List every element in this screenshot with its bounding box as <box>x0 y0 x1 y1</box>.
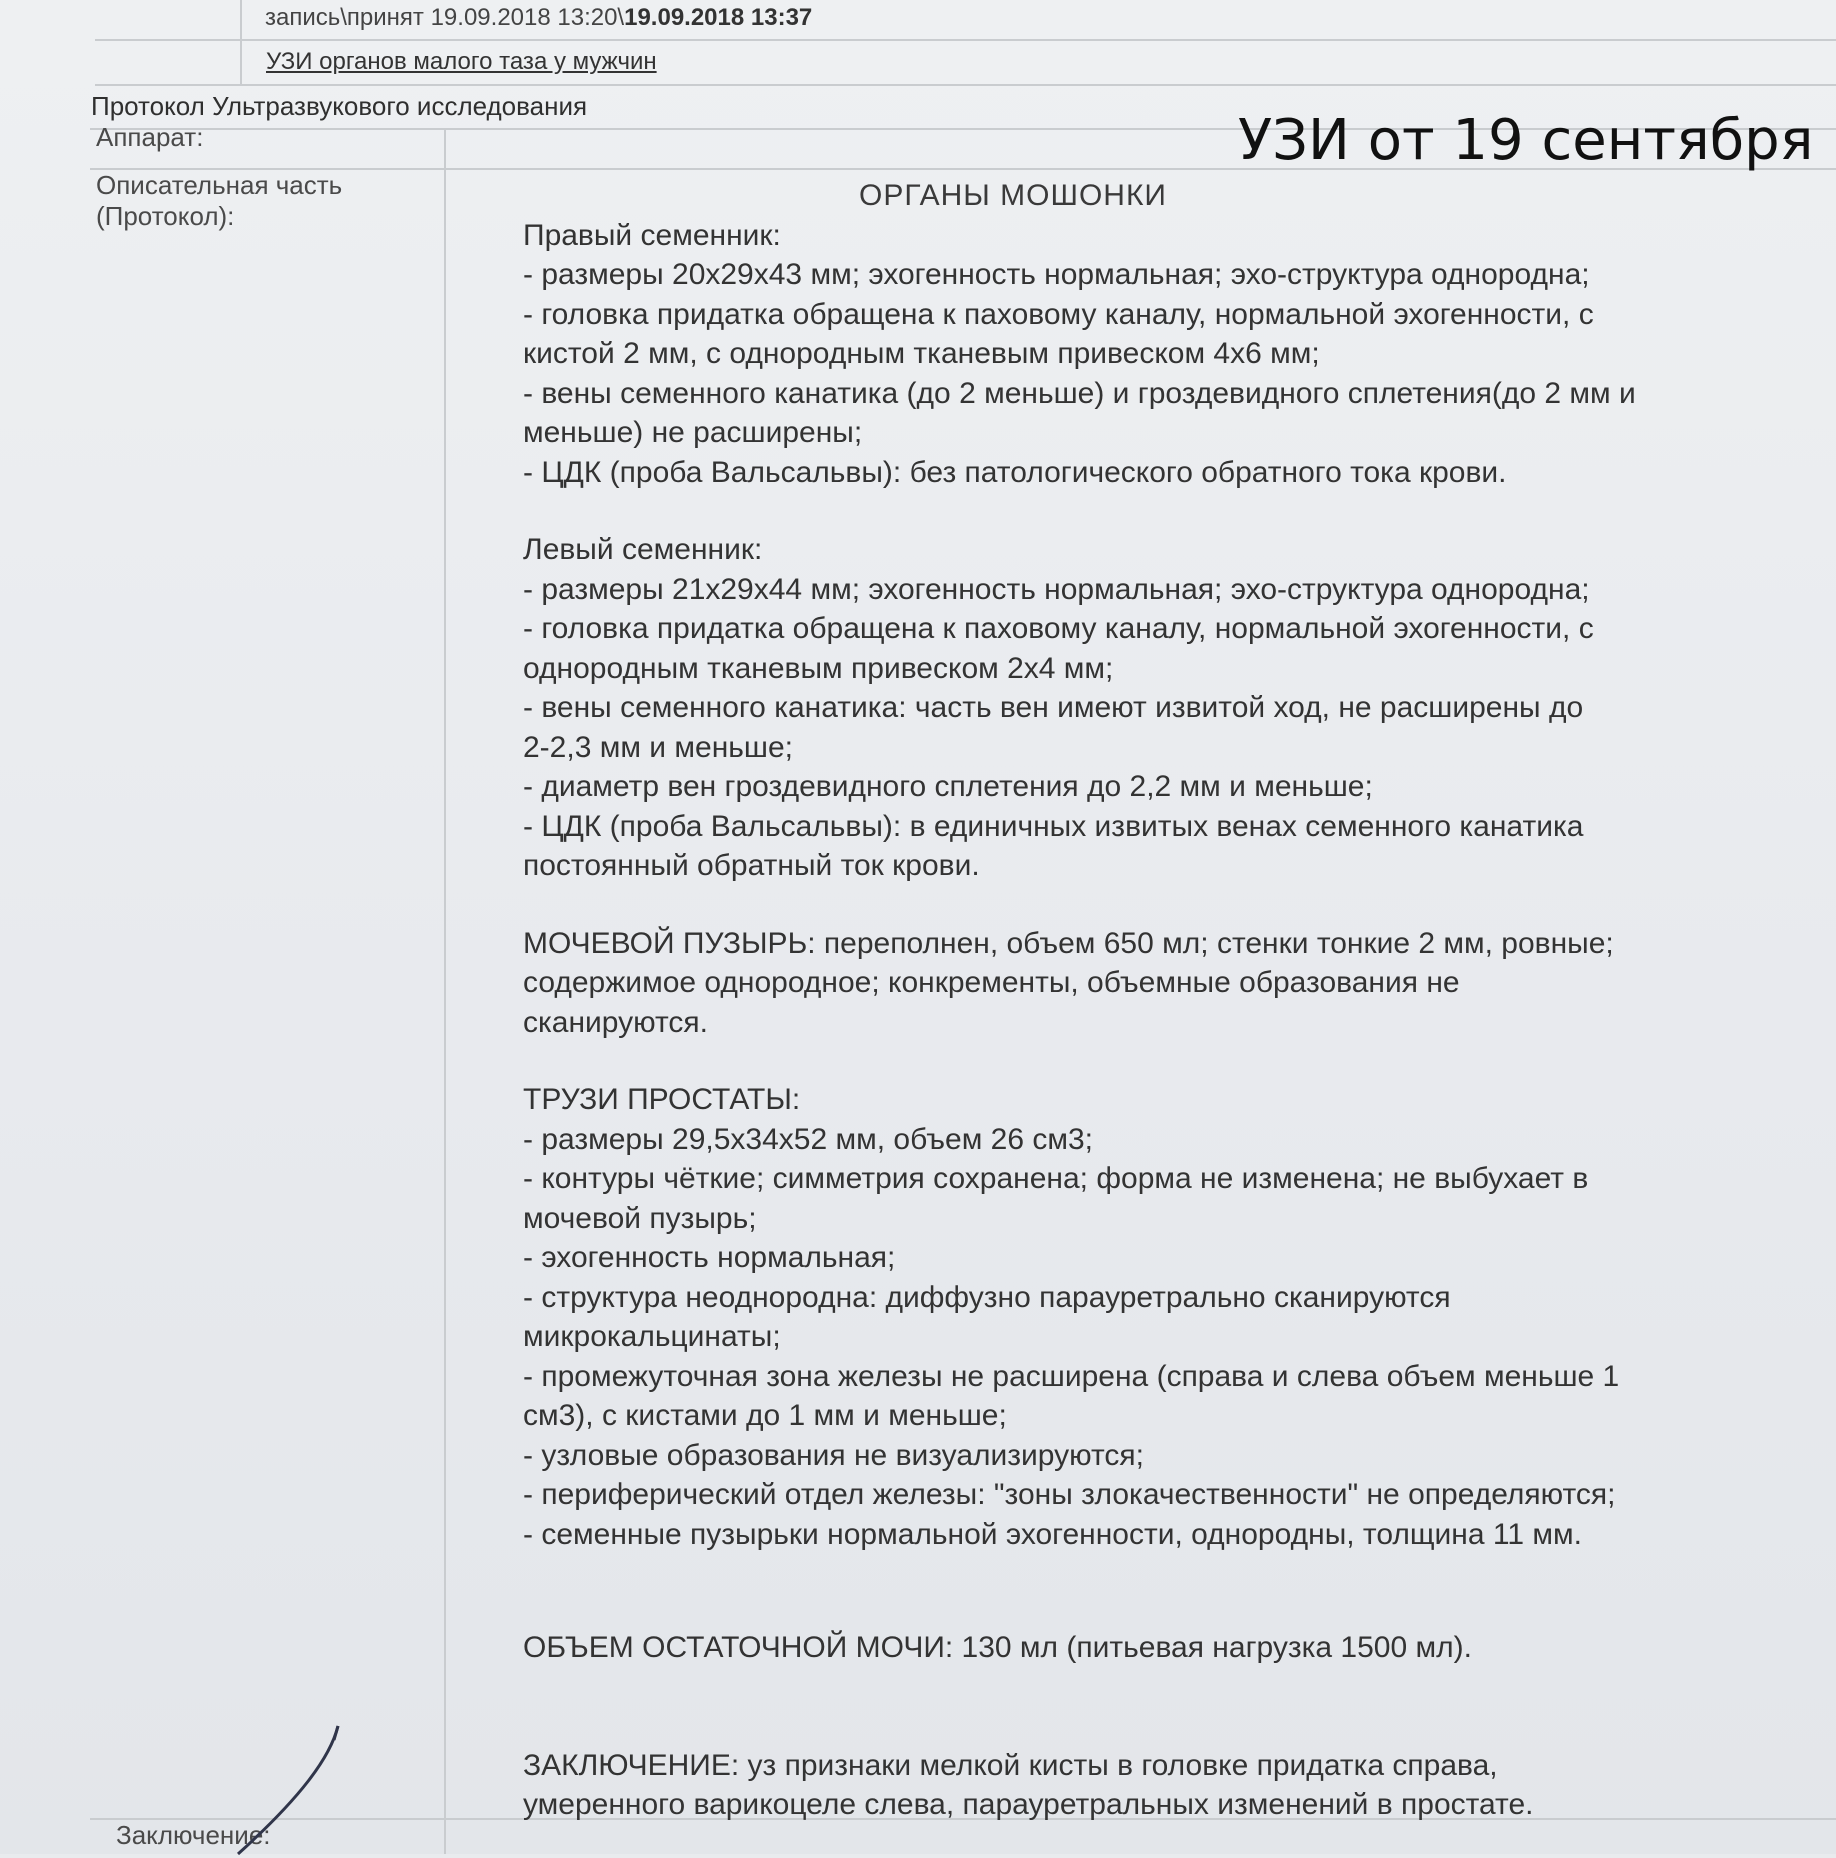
report-line: - вены семенного канатика (до 2 меньше) и гроздевидного сплетения(до 2 мм и <box>523 376 1636 410</box>
report-line: постоянный обратный ток крови. <box>523 849 980 882</box>
label-column-divider <box>444 128 446 1854</box>
report-line: - размеры 20х29х43 мм; эхогенность нормальная; эхо-структура однородна; <box>523 258 1590 291</box>
report-line: см3), с кистами до 1 мм и меньше; <box>523 1399 1007 1432</box>
overlay-caption: УЗИ от 19 сентября <box>1238 108 1814 173</box>
conclusion-label: Заключение: <box>116 1820 271 1850</box>
report-line: ЗАКЛЮЧЕНИЕ: уз признаки мелкой кисты в головке придатка справа, <box>523 1748 1498 1782</box>
report-line: 2-2,3 мм и меньше; <box>523 730 793 764</box>
report-body <box>523 176 1823 1825</box>
report-line: умеренного варикоцеле слева, парауретральных изменений в простате. <box>523 1788 1534 1821</box>
report-line: Левый семенник: <box>523 533 763 566</box>
left-testis-section <box>523 530 1823 886</box>
description-label-line1: Описательная часть <box>96 170 343 200</box>
report-line: - размеры 29,5х34х52 мм, объем 26 см3; <box>523 1122 1093 1156</box>
report-line: - структура неоднородна: диффузно парауретрально сканируются <box>523 1280 1451 1314</box>
report-line: сканируются. <box>523 1005 708 1039</box>
apparatus-label: Аппарат: <box>96 122 204 152</box>
report-line: - ЦДК (проба Вальсальвы): в единичных извитых венах семенного канатика <box>523 809 1584 843</box>
report-line: мочевой пузырь; <box>523 1201 757 1235</box>
report-line: - головка придатка обращена к паховому каналу, нормальной эхогенности, с <box>523 612 1594 645</box>
report-line: - периферический отдел железы: "зоны злокачественности" не определяются; <box>523 1478 1616 1511</box>
report-line: МОЧЕВОЙ ПУЗЫРЬ: переполнен, объем 650 мл; стенки тонкие 2 мм, ровные; <box>523 926 1614 960</box>
report-line: содержимое однородное; конкременты, объемные образования не <box>523 966 1460 999</box>
report-line: микрокальцинаты; <box>523 1320 781 1353</box>
report-line: ТРУЗИ ПРОСТАТЫ: <box>523 1083 801 1116</box>
residual-urine-line: ОБЪЕМ ОСТАТОЧНОЙ МОЧИ: 130 мл (питьевая нагрузка 1500 мл). <box>523 1631 1472 1664</box>
section-heading-scrotum: ОРГАНЫ МОШОНКИ <box>858 179 1167 212</box>
record-timestamp <box>265 4 812 32</box>
signature-mark <box>230 1718 350 1858</box>
report-line: - размеры 21х29х44 мм; эхогенность нормальная; эхо-структура однородна; <box>523 572 1590 606</box>
report-line: меньше) не расширены; <box>523 416 863 449</box>
record-timestamp-prefix: запись\принят 19.09.2018 13:20\ <box>265 4 625 31</box>
report-line: - вены семенного канатика: часть вен имеют извитой ход, не расширены до <box>523 691 1584 724</box>
record-timestamp-accepted: 19.09.2018 13:37 <box>624 4 813 31</box>
table-rule-header <box>95 84 1836 86</box>
conclusion-section <box>523 1746 1823 1825</box>
bladder-section <box>523 924 1823 1043</box>
description-label <box>96 170 342 232</box>
report-line: - узловые образования не визуализируются; <box>523 1438 1144 1472</box>
report-line: Правый семенник: <box>523 218 781 252</box>
report-line: однородным тканевым привеском 2х4 мм; <box>523 651 1114 685</box>
report-line: кистой 2 мм, с однородным тканевым привеском 4х6 мм; <box>523 337 1320 370</box>
report-line: - контуры чёткие; симметрия сохранена; форма не изменена; не выбухает в <box>523 1162 1589 1195</box>
protocol-title: Протокол Ультразвукового исследования <box>91 91 588 121</box>
exam-type-link[interactable]: УЗИ органов малого таза у мужчин <box>266 48 657 75</box>
report-line: - диаметр вен гроздевидного сплетения до 2,2 мм и меньше; <box>523 770 1373 803</box>
report-line: - промежуточная зона железы не расширена (справа и слева объем меньше 1 <box>523 1359 1620 1393</box>
report-line: - ЦДК (проба Вальсальвы): без патологического обратного тока крови. <box>523 455 1507 489</box>
report-line: - головка придатка обращена к паховому каналу, нормальной эхогенности, с <box>523 297 1594 331</box>
right-testis-section <box>523 216 1823 493</box>
prostate-section <box>523 1080 1823 1554</box>
description-label-line2: (Протокол): <box>96 201 235 231</box>
report-line: - эхогенность нормальная; <box>523 1241 896 1274</box>
header-column-divider <box>240 0 242 84</box>
report-line: - семенные пузырьки нормальной эхогенности, однородны, толщина 11 мм. <box>523 1517 1582 1551</box>
table-rule-top <box>95 39 1836 41</box>
